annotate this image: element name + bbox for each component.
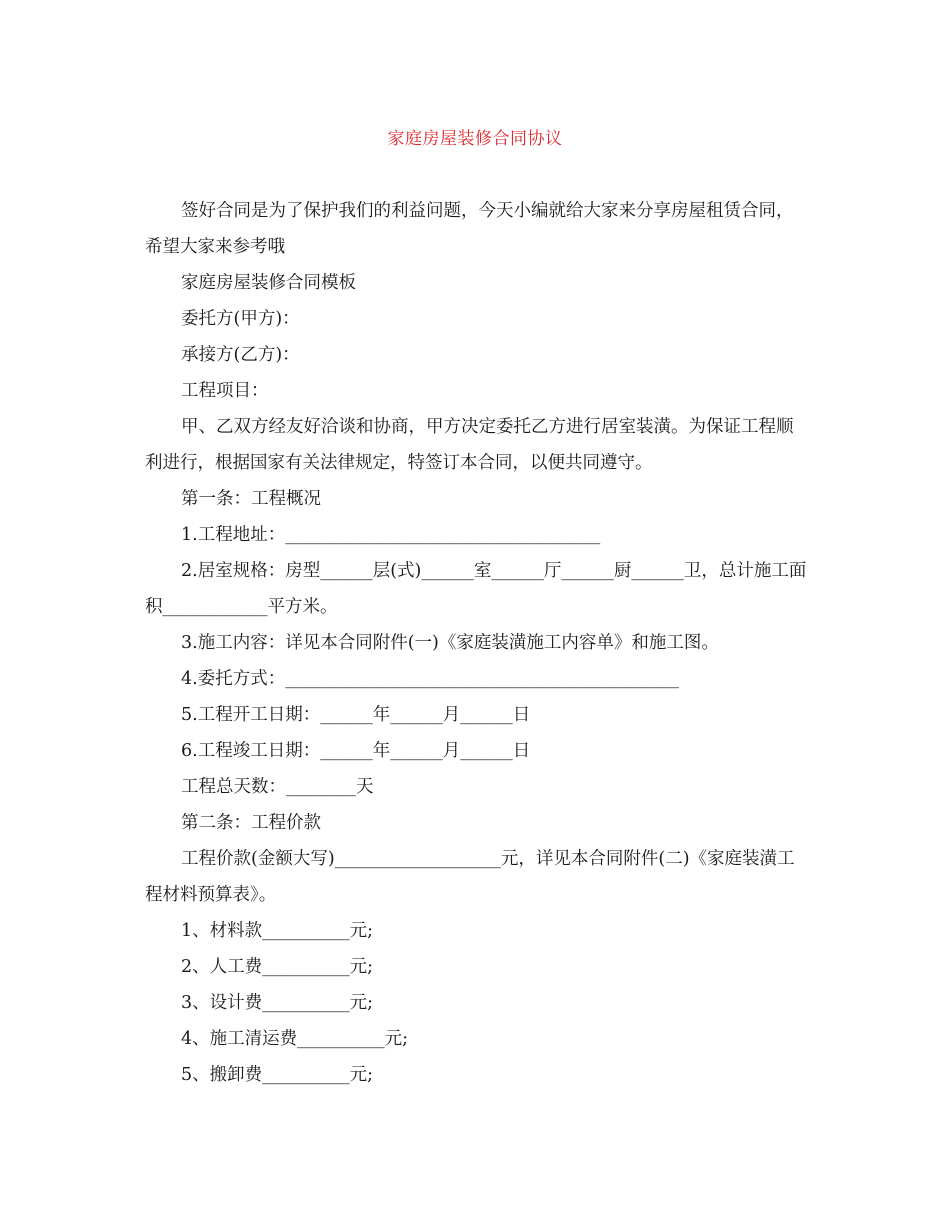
materials-fee-line: 1、材料款__________元; xyxy=(181,921,374,941)
moving-fee-line: 5、搬卸费__________元; xyxy=(181,1065,374,1085)
document-body xyxy=(145,193,810,1093)
article-2-heading: 第二条：工程价款 xyxy=(181,813,321,833)
party-a-line: 委托方(甲方)： xyxy=(181,309,300,329)
start-date-line: 5.工程开工日期：______年______月______日 xyxy=(181,705,531,725)
design-fee-line: 3、设计费__________元; xyxy=(181,993,374,1013)
document-title: 家庭房屋装修合同协议 xyxy=(387,129,563,149)
article-1-heading: 第一条：工程概况 xyxy=(181,489,321,509)
commission-method-line: 4.委托方式：_____________________________________________ xyxy=(181,669,679,689)
project-line: 工程项目： xyxy=(181,381,269,401)
room-spec-line: 2.居室规格：房型______层(式)______室______厅______厨______卫，总计施工面积____________平方米。 xyxy=(145,561,807,617)
intro-paragraph: 签好合同是为了保护我们的利益问题，今天小编就给大家来分享房屋租赁合同，希望大家来参考哦 xyxy=(145,201,794,257)
cleanup-fee-line: 4、施工清运费__________元; xyxy=(181,1029,409,1049)
project-price-paragraph: 工程价款(金额大写)___________________元，详见本合同附件(二)《家庭装潢工程材料预算表》。 xyxy=(145,849,795,905)
project-address-line: 1.工程地址：____________________________________ xyxy=(181,525,601,545)
construction-content-line: 3.施工内容：详见本合同附件(一)《家庭装潢施工内容单》和施工图。 xyxy=(181,633,719,653)
total-days-line: 工程总天数：________天 xyxy=(181,777,374,797)
template-heading: 家庭房屋装修合同模板 xyxy=(181,273,356,293)
completion-date-line: 6.工程竣工日期：______年______月______日 xyxy=(181,741,531,761)
party-b-line: 承接方(乙方)： xyxy=(181,345,300,365)
labor-fee-line: 2、人工费__________元; xyxy=(181,957,374,977)
agreement-paragraph: 甲、乙双方经友好洽谈和协商，甲方决定委托乙方进行居室装潢。为保证工程顺利进行，根据国家有关法律规定，特签订本合同，以便共同遵守。 xyxy=(145,417,794,473)
